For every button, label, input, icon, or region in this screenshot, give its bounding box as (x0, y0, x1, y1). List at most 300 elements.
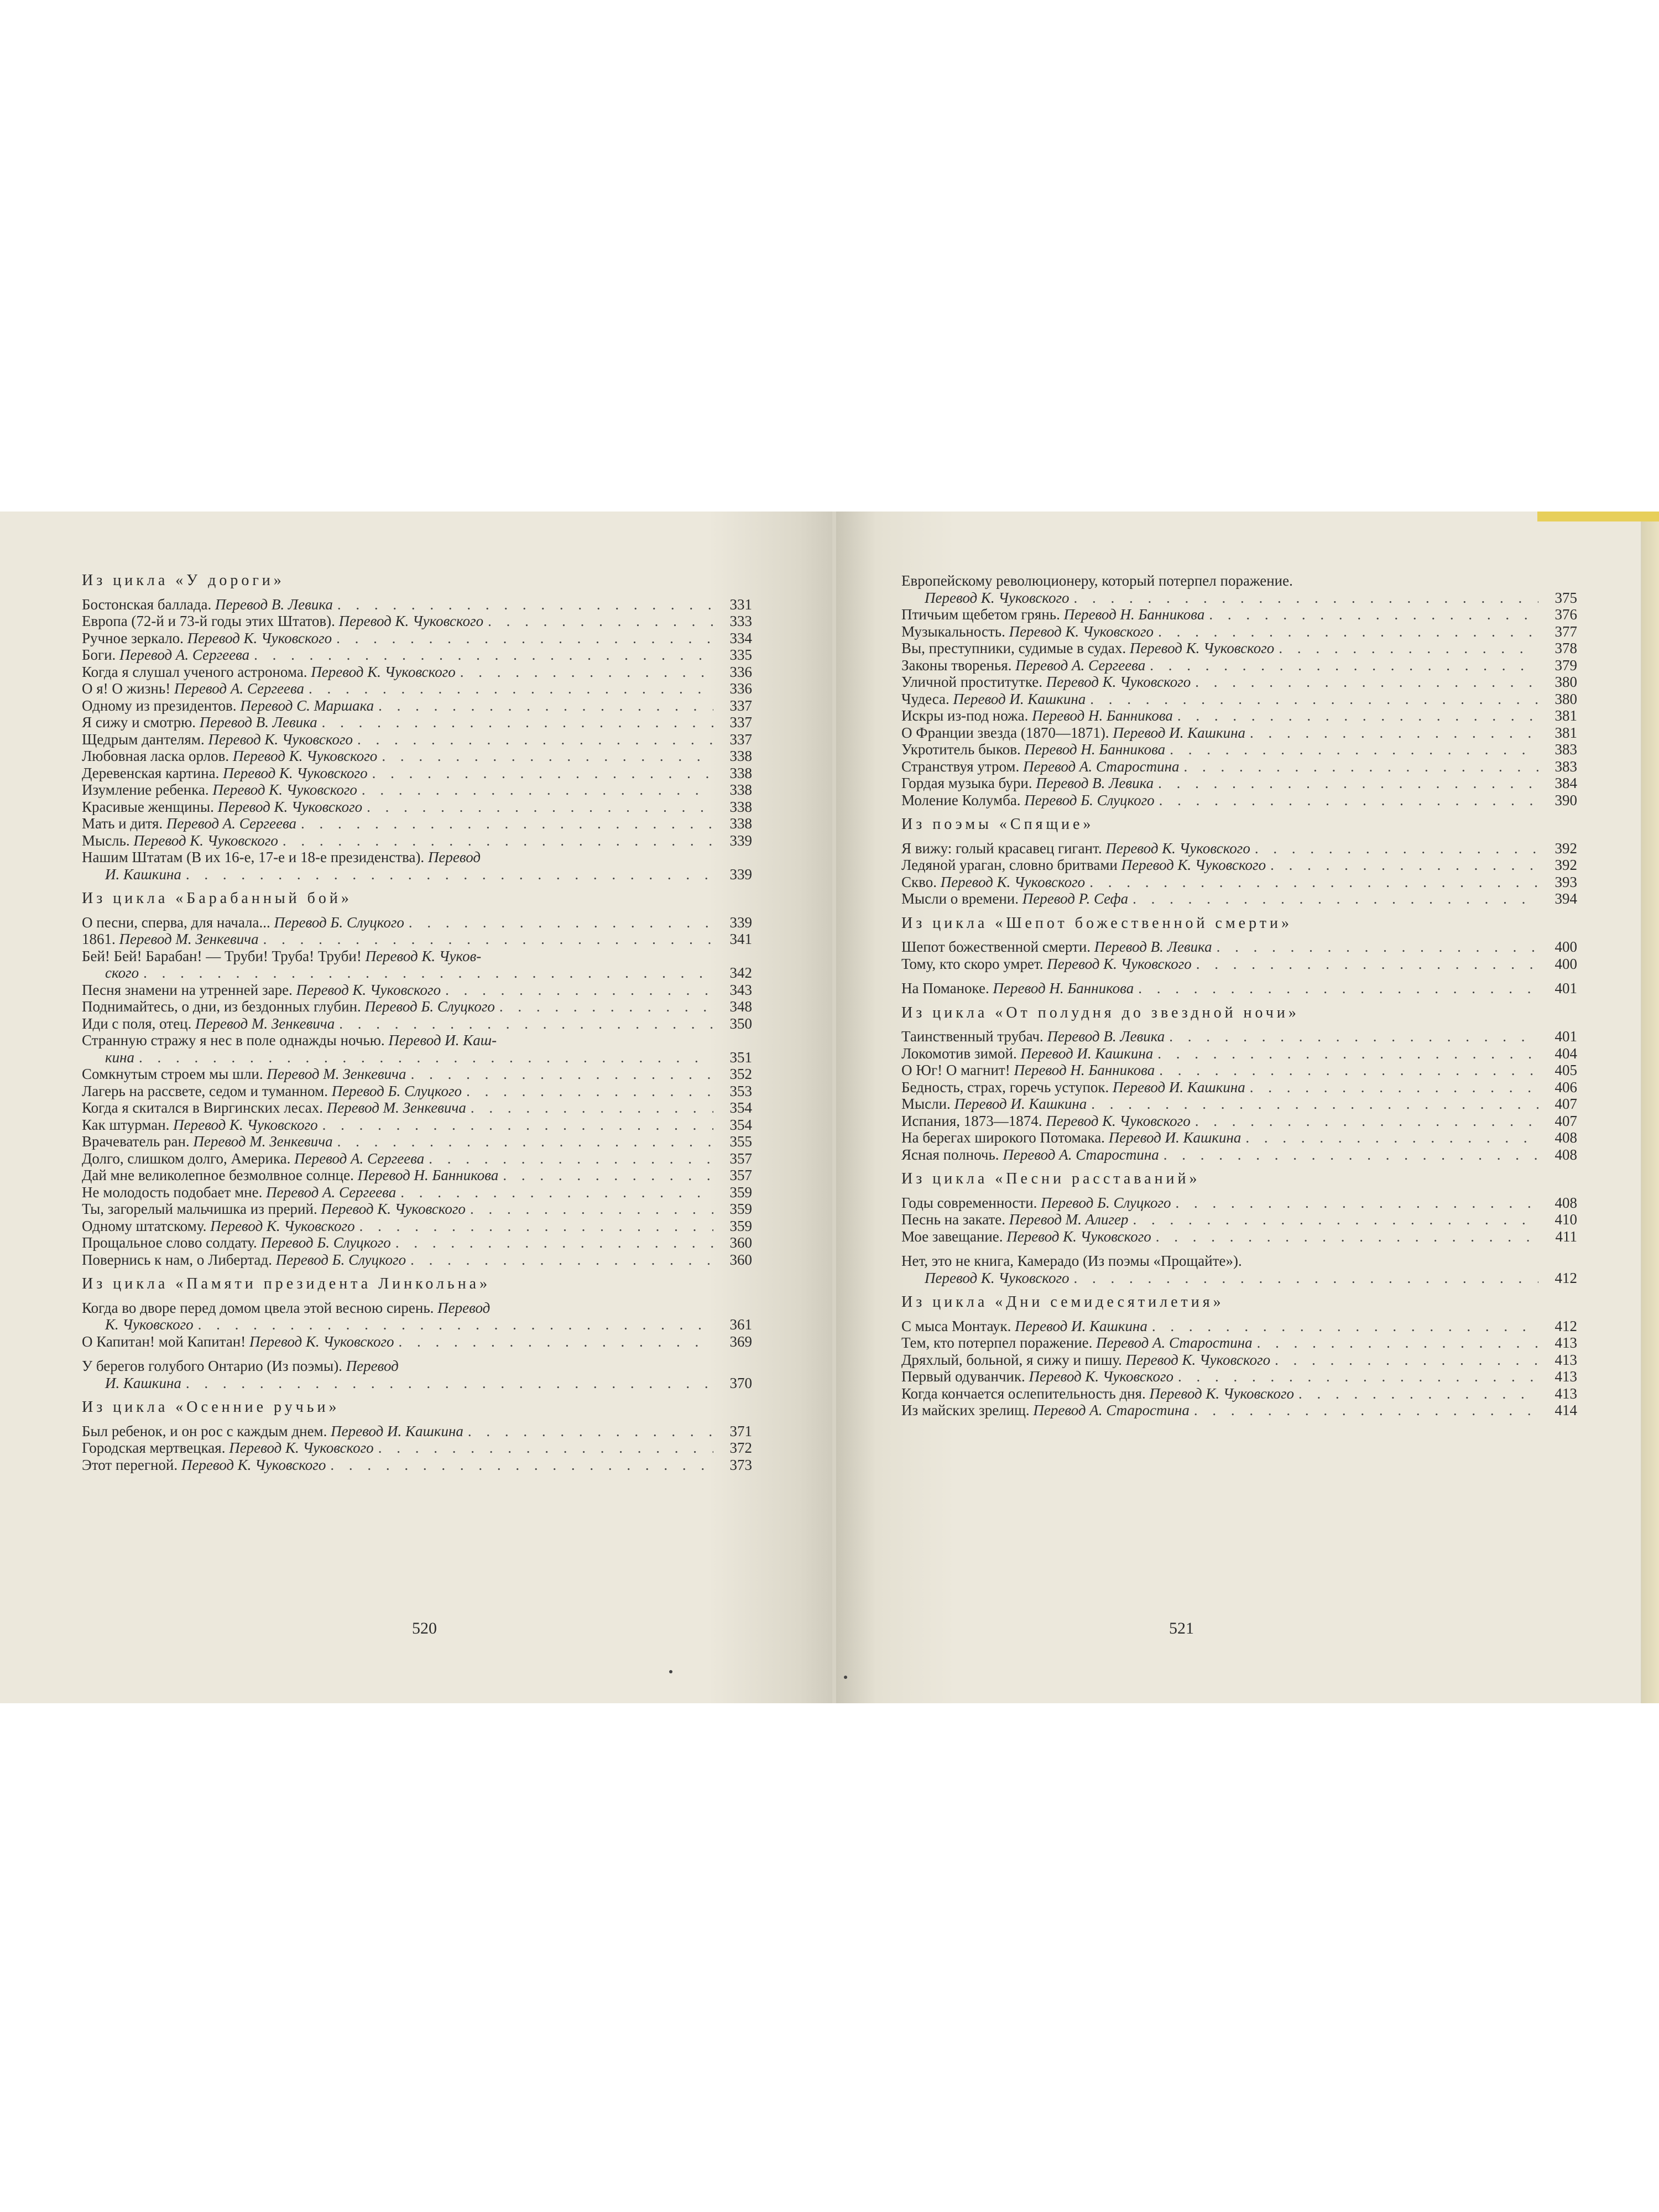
toc-entry (901, 857, 1577, 874)
dot-leader (406, 1251, 713, 1269)
entry-page: 404 (1554, 1045, 1577, 1062)
toc-entry (901, 623, 1577, 640)
entry-translator: Перевод А. Сергеева (1015, 656, 1146, 674)
section-title: Из цикла «Дни семидесятилетия» (901, 1293, 1224, 1311)
section-title: Из цикла «От полудня до звездной ночи» (901, 1004, 1300, 1021)
entry-translator: Перевод М. Зенкевича (195, 1015, 335, 1032)
dot-leader (357, 781, 713, 799)
section-title: Из цикла «Шепот божественной смерти» (901, 914, 1292, 932)
entry-translator: Перевод К. Чуковского (1047, 955, 1192, 972)
dot-leader (462, 1083, 713, 1100)
entry-page: 354 (729, 1099, 752, 1116)
entry-translator: Перевод К. Чуковского (1009, 623, 1154, 640)
entry-translator: Перевод (427, 849, 481, 865)
toc-entry (82, 1423, 752, 1440)
entry-page: 414 (1554, 1402, 1577, 1418)
entry-translator: Перевод Б. Слуцкого (1024, 791, 1155, 808)
left-page-contents (82, 572, 752, 1473)
entry-title: Не молодость подобает мне. (82, 1183, 263, 1201)
entry-title: Бедность, страх, горечь уступок. (901, 1078, 1109, 1095)
entry-translator: Перевод А. Сергеева (266, 1183, 397, 1201)
entry-page: 370 (729, 1374, 752, 1391)
entry-title: Когда я скитался в Виргинских лесах. (82, 1099, 323, 1116)
entry-page: 381 (1554, 724, 1577, 741)
entry-title: Дай мне великолепное безмолвное солнце. (82, 1167, 354, 1183)
section-title: Из цикла «Осенние ручьи» (82, 1399, 340, 1416)
entry-translator: Перевод Н. Банникова (1063, 606, 1205, 623)
toc-entry (82, 849, 752, 883)
entry-page: 405 (1554, 1062, 1577, 1078)
entry-translator: Перевод М. Зенкевича (267, 1066, 406, 1082)
entry-translator: Перевод К. Чуковского (223, 764, 368, 781)
dot-leader (1134, 980, 1538, 997)
toc-entry (901, 792, 1577, 809)
entry-translator: Перевод Н. Банникова (1032, 707, 1173, 724)
dot-leader (1266, 857, 1538, 874)
dot-leader (1155, 1062, 1538, 1079)
entry-title: Европейскому революционеру, который потерпел поражение. (901, 572, 1293, 589)
entry-translator: Перевод В. Левика (1047, 1028, 1165, 1045)
entry-page: 360 (729, 1251, 752, 1268)
dot-leader (1294, 1385, 1538, 1402)
entry-title: Из майских зрелищ. (901, 1402, 1030, 1418)
entry-page: 361 (729, 1316, 752, 1333)
toc-entry (82, 1150, 752, 1167)
entry-title: О Франции звезда (1870—1871). (901, 724, 1109, 741)
dot-leader (332, 630, 713, 647)
dot-leader (1171, 1194, 1538, 1212)
entry-title: Странствуя утром. (901, 758, 1020, 775)
entry-page: 411 (1555, 1228, 1577, 1245)
entry-page: 333 (729, 613, 752, 629)
toc-entry (82, 1333, 752, 1350)
entry-page: 353 (729, 1082, 752, 1099)
page-number-right: 521 (1169, 1619, 1194, 1637)
entry-title: Красивые женщины. (82, 798, 214, 815)
entry-title: Деревенская картина. (82, 764, 220, 781)
section-title: Из цикла «Песни расставаний» (901, 1170, 1201, 1187)
dot-leader (134, 1049, 713, 1066)
entry-translator: Перевод С. Маршака (240, 697, 374, 714)
dot-leader (333, 1133, 713, 1150)
toc-entry (901, 1211, 1577, 1228)
entry-title: Тому, кто скоро умрет. (901, 955, 1044, 972)
entry-title: О песни, сперва, для начала... (82, 914, 270, 931)
dot-leader (181, 866, 713, 883)
entry-translator: Перевод М. Алигер (1009, 1211, 1129, 1228)
entry-title: Поднимайтесь, о дни, из бездонных глубин. (82, 998, 361, 1015)
toc-entry (901, 1028, 1577, 1045)
page-edge (1641, 512, 1659, 1703)
dot-leader (355, 1218, 713, 1235)
entry-translator: Перевод К. Чуковского (338, 613, 484, 629)
entry-page: 412 (1554, 1269, 1577, 1286)
entry-page: 412 (1554, 1317, 1577, 1334)
entry-title: Долго, слишком долго, Америка. (82, 1150, 291, 1167)
entry-title: Когда кончается ослепительность дня. (901, 1385, 1146, 1402)
entry-translator: Перевод И. Кашкина (953, 690, 1086, 707)
entry-translator: Перевод А. Сергеева (119, 646, 250, 663)
toc-entry (82, 596, 752, 613)
entry-title: Изумление ребенка. (82, 781, 209, 798)
entry-translator-cont: И. Кашкина (105, 1374, 181, 1391)
entry-page: 373 (729, 1456, 752, 1473)
entry-page: 334 (729, 629, 752, 646)
toc-entry (82, 1032, 752, 1066)
toc-entry (82, 1300, 752, 1333)
toc-entry (82, 664, 752, 681)
entry-translator: Перевод В. Левика (199, 714, 317, 731)
entry-translator: Перевод Н. Банникова (1024, 741, 1166, 758)
ink-speck (669, 1670, 672, 1673)
entry-translator: Перевод К. Чуковского (940, 873, 1086, 890)
entry-page: 359 (729, 1183, 752, 1201)
entry-page: 339 (729, 914, 752, 931)
toc-entry (901, 1228, 1577, 1245)
entry-title: Мысли. (901, 1095, 951, 1112)
entry-translator: Перевод К. Чуковского (1046, 674, 1191, 690)
section-title: Из цикла «У дороги» (82, 572, 285, 589)
entry-translator: Перевод И. Каш- (388, 1032, 497, 1048)
entry-translator: Перевод К. Чуковского (311, 663, 456, 680)
entry-translator: Перевод И. Кашкина (1020, 1045, 1154, 1062)
entry-page: 339 (729, 865, 752, 883)
entry-page: 392 (1554, 857, 1577, 873)
entry-translator: Перевод Б. Слуцкого (1041, 1194, 1171, 1211)
toc-entry (82, 1457, 752, 1474)
toc-entry (901, 1194, 1577, 1212)
entry-title: Щедрым дантелям. (82, 731, 205, 748)
toc-entry (901, 674, 1577, 691)
dot-leader (1253, 1334, 1538, 1352)
dot-leader (353, 731, 713, 748)
entry-title: Бостонская баллада. (82, 596, 212, 613)
dot-leader (1192, 956, 1538, 973)
entry-page: 413 (1554, 1334, 1577, 1351)
entry-title: С мыса Монтаук. (901, 1317, 1011, 1334)
entry-page: 337 (729, 714, 752, 731)
entry-page: 357 (729, 1167, 752, 1183)
toc-entry (82, 1066, 752, 1083)
toc-entry (82, 832, 752, 849)
dot-leader (181, 1375, 713, 1392)
dot-leader (304, 680, 713, 697)
entry-title: На Поманоке. (901, 980, 989, 997)
dot-leader (441, 982, 713, 999)
toc-entry (82, 1218, 752, 1235)
toc-entry (901, 1045, 1577, 1062)
toc-entry (82, 1167, 752, 1184)
entry-page: 407 (1554, 1095, 1577, 1112)
toc-entry (901, 741, 1577, 758)
entry-translator: Перевод И. Кашкина (331, 1422, 463, 1439)
toc-entry (82, 1099, 752, 1117)
entry-translator: Перевод А. Старостина (1033, 1402, 1190, 1418)
dot-leader (259, 931, 713, 948)
entry-title: Странную стражу я нес в поле однажды ночью. (82, 1032, 385, 1048)
entry-translator: Перевод К. Чуковского (212, 781, 357, 798)
entry-title: Первый одуванчик. (901, 1368, 1025, 1385)
toc-entry (82, 731, 752, 748)
toc-entry (901, 1402, 1577, 1419)
entry-page: 390 (1554, 791, 1577, 808)
dot-leader (1180, 758, 1538, 775)
dot-leader (335, 1015, 713, 1032)
dot-leader (368, 765, 713, 782)
toc-entry (901, 657, 1577, 674)
entry-translator: Перевод Б. Слуцкого (275, 1251, 406, 1268)
entry-page: 408 (1554, 1129, 1577, 1146)
entry-translator: Перевод К. Чуковского (187, 629, 332, 646)
entry-title: Сомкнутым строем мы шли. (82, 1066, 263, 1082)
entry-page: 408 (1554, 1146, 1577, 1163)
entry-translator: Перевод И. Кашкина (954, 1095, 1087, 1112)
entry-title: Мысль. (82, 832, 130, 849)
entry-translator: Перевод И. Кашкина (1108, 1129, 1241, 1146)
dot-leader (139, 964, 713, 982)
entry-page: 408 (1554, 1194, 1577, 1211)
entry-title: Музыкальность. (901, 623, 1005, 640)
entry-title: О Капитан! мой Капитан! (82, 1333, 246, 1350)
entry-title: Тем, кто потерпел поражение. (901, 1334, 1093, 1351)
entry-title: Как штурман. (82, 1116, 170, 1133)
entry-page: 338 (729, 764, 752, 781)
dot-leader (1087, 1095, 1538, 1113)
dot-leader (318, 1117, 713, 1134)
toc-entry (82, 815, 752, 832)
toc-entry (82, 1234, 752, 1251)
entry-translator: Перевод А. Сергеева (294, 1150, 425, 1167)
dot-leader (424, 1150, 713, 1167)
entry-translator: Перевод К. Чуковского (1046, 1112, 1191, 1129)
dot-leader (404, 914, 713, 931)
dot-leader (1191, 1113, 1538, 1130)
entry-title: Птичьим щебетом грянь. (901, 606, 1060, 623)
toc-entry (82, 1439, 752, 1457)
entry-translator: Перевод М. Зенкевича (193, 1133, 333, 1150)
entry-title: Нет, это не книга, Камерадо (Из поэмы «Прощайте»). (901, 1253, 1242, 1269)
entry-page: 360 (729, 1234, 752, 1251)
dot-leader (1204, 606, 1538, 623)
dot-leader (1245, 1079, 1538, 1096)
entry-title: Мать и дитя. (82, 815, 163, 832)
dot-leader (333, 596, 713, 613)
toc-entry (901, 938, 1577, 956)
toc-entry (82, 1358, 752, 1391)
entry-title: Лагерь на рассвете, седом и туманном. (82, 1082, 328, 1099)
entry-translator: Перевод К. Чуковского (232, 748, 378, 764)
entry-title: Одному штатскому. (82, 1217, 207, 1234)
toc-entry (901, 1113, 1577, 1130)
entry-title: Ручное зеркало. (82, 629, 184, 646)
entry-page: 378 (1554, 640, 1577, 656)
entry-translator: Перевод К. Чуковского (133, 832, 278, 849)
entry-translator: Перевод А. Старостина (1023, 758, 1180, 775)
toc-entry (82, 982, 752, 999)
page-number-left: 520 (412, 1619, 437, 1637)
left-page (0, 512, 832, 1703)
entry-title: О Юг! О магнит! (901, 1062, 1010, 1078)
entry-page: 343 (729, 981, 752, 998)
toc-entry (82, 799, 752, 816)
entry-title: Чудеса. (901, 690, 950, 707)
dot-leader (326, 1457, 713, 1474)
toc-entry (901, 956, 1577, 973)
entry-title: Ясная полночь. (901, 1146, 999, 1163)
entry-title: 1861. (82, 931, 116, 947)
entry-page: 335 (729, 646, 752, 663)
entry-title: На берегах широкого Потомака. (901, 1129, 1105, 1146)
entry-title: Мое завещание. (901, 1228, 1003, 1245)
dot-leader (1212, 938, 1538, 956)
entry-translator: Перевод К. Чуковского (229, 1439, 374, 1456)
dot-leader (1165, 1028, 1538, 1045)
entry-page: 413 (1554, 1385, 1577, 1402)
entry-translator: Перевод К. Чуковского (217, 798, 363, 815)
toc-entry (901, 572, 1577, 606)
entry-page: 338 (729, 815, 752, 832)
dot-leader (1241, 1129, 1538, 1146)
entry-title: Прощальное слово солдату. (82, 1234, 257, 1251)
entry-title: Городская мертвецкая. (82, 1439, 226, 1456)
entry-translator: Перевод А. Старостина (1096, 1334, 1253, 1351)
entry-translator: Перевод К. Чуковского (1105, 839, 1250, 857)
dot-leader (1173, 1368, 1538, 1385)
entry-title: Европа (72-й и 73-й годы этих Штатов). (82, 613, 335, 629)
entry-title: Когда во дворе перед домом цвела этой весною сирень. (82, 1299, 434, 1316)
toc-entry (901, 840, 1577, 857)
entry-title: Шепот божественной смерти. (901, 938, 1091, 955)
toc-entry (901, 691, 1577, 708)
entry-translator: Перевод И. Кашкина (1113, 1078, 1245, 1095)
entry-page: 394 (1554, 890, 1577, 907)
toc-entry (901, 758, 1577, 775)
entry-title: Испания, 1873—1874. (901, 1112, 1042, 1129)
entry-page: 383 (1554, 758, 1577, 775)
entry-page: 400 (1554, 955, 1577, 972)
entry-translator: Перевод К. Чуковского (173, 1116, 318, 1133)
dot-leader (1173, 707, 1538, 724)
entry-translator: Перевод Б. Слуцкого (260, 1234, 391, 1251)
toc-entry (901, 1129, 1577, 1146)
entry-translator: Перевод К. Чуковского (1125, 1351, 1271, 1368)
toc-entry (901, 874, 1577, 891)
entry-page: 355 (729, 1133, 752, 1150)
entry-translator: Перевод К. Чуковского (210, 1217, 355, 1234)
section-title: Из поэмы «Спящие» (901, 816, 1094, 833)
entry-title: Боги. (82, 646, 116, 663)
entry-title: Этот перегной. (82, 1456, 178, 1473)
toc-entry (82, 630, 752, 647)
entry-title: Локомотив зимой. (901, 1045, 1017, 1062)
dot-leader (374, 697, 713, 714)
entry-title: У берегов голубого Онтарио (Из поэмы). (82, 1358, 342, 1374)
toc-entry (901, 980, 1577, 997)
toc-entry (901, 775, 1577, 792)
entry-translator: Перевод Б. Слуцкого (364, 998, 495, 1015)
entry-page: 354 (729, 1116, 752, 1133)
toc-entry (901, 724, 1577, 742)
entry-translator: Перевод К. Чуковского (925, 589, 1070, 606)
entry-translator: Перевод К. Чуковского (1121, 857, 1266, 873)
entry-translator: Перевод К. Чуковского (1129, 640, 1275, 656)
entry-translator: Перевод Н. Банникова (1014, 1062, 1155, 1078)
dot-leader (1153, 1045, 1538, 1062)
entry-translator: Перевод Р. Сефа (1022, 890, 1129, 907)
entry-page: 342 (729, 964, 752, 981)
entry-title: Ты, загорелый мальчишка из прерий. (82, 1201, 317, 1217)
dot-leader (1145, 657, 1538, 674)
entry-translator-cont: Перевод К. Чуковского (925, 1269, 1070, 1286)
toc-entry (82, 1184, 752, 1201)
entry-page: 369 (729, 1333, 752, 1350)
toc-entry (82, 748, 752, 765)
entry-page: 393 (1554, 873, 1577, 890)
entry-translator: Перевод Н. Банникова (357, 1167, 499, 1183)
entry-translator: Перевод К. Чуковского (321, 1201, 466, 1217)
entry-title: Ледяной ураган, словно бритвами (901, 857, 1118, 873)
entry-translator: Перевод К. Чуковского (296, 981, 441, 998)
toc-entry (82, 1083, 752, 1100)
dot-leader (377, 748, 713, 765)
entry-title: Песнь на закате. (901, 1211, 1006, 1228)
toc-entry (901, 1334, 1577, 1352)
toc-entry (901, 1352, 1577, 1369)
toc-entry (82, 1117, 752, 1134)
entry-title: Таинственный трубач. (901, 1028, 1044, 1045)
dot-leader (463, 1423, 713, 1440)
entry-page: 380 (1554, 674, 1577, 690)
right-page-contents (901, 572, 1577, 1419)
entry-title: Дряхлый, больной, я сижу и пишу. (901, 1351, 1122, 1368)
dot-leader (1147, 1318, 1538, 1335)
toc-entry (901, 606, 1577, 623)
dot-leader (396, 1184, 713, 1201)
section-title: Из цикла «Барабанный бой» (82, 890, 352, 907)
dot-leader (296, 815, 713, 832)
entry-page: 336 (729, 680, 752, 697)
dot-leader (1245, 724, 1538, 742)
dot-leader (317, 714, 713, 731)
dot-leader (1159, 1146, 1538, 1164)
entry-page: 359 (729, 1217, 752, 1234)
dot-leader (1165, 741, 1538, 758)
entry-page: 351 (729, 1048, 752, 1066)
dot-leader (1086, 691, 1538, 708)
entry-page: 338 (729, 798, 752, 815)
dot-leader (1190, 1402, 1538, 1419)
entry-page: 336 (729, 663, 752, 680)
entry-title: Я сижу и смотрю. (82, 714, 196, 731)
toc-entry (901, 890, 1577, 907)
dot-leader (391, 1234, 713, 1251)
dot-leader (374, 1439, 713, 1457)
entry-page: 413 (1554, 1351, 1577, 1368)
entry-page: 392 (1554, 839, 1577, 857)
entry-title: Уличной проститутке. (901, 674, 1042, 690)
toc-entry (82, 914, 752, 931)
entry-translator-cont: И. Кашкина (105, 865, 181, 883)
toc-entry (82, 765, 752, 782)
dot-leader (1154, 623, 1538, 640)
dot-leader (483, 613, 713, 630)
book-spread-scan (0, 512, 1659, 1703)
entry-title: О я! О жизнь! (82, 680, 171, 697)
entry-translator: Перевод А. Сергеева (166, 815, 296, 832)
entry-translator-cont: К. Чуковского (105, 1316, 194, 1333)
toc-entry (901, 1146, 1577, 1164)
dot-leader (466, 1201, 713, 1218)
